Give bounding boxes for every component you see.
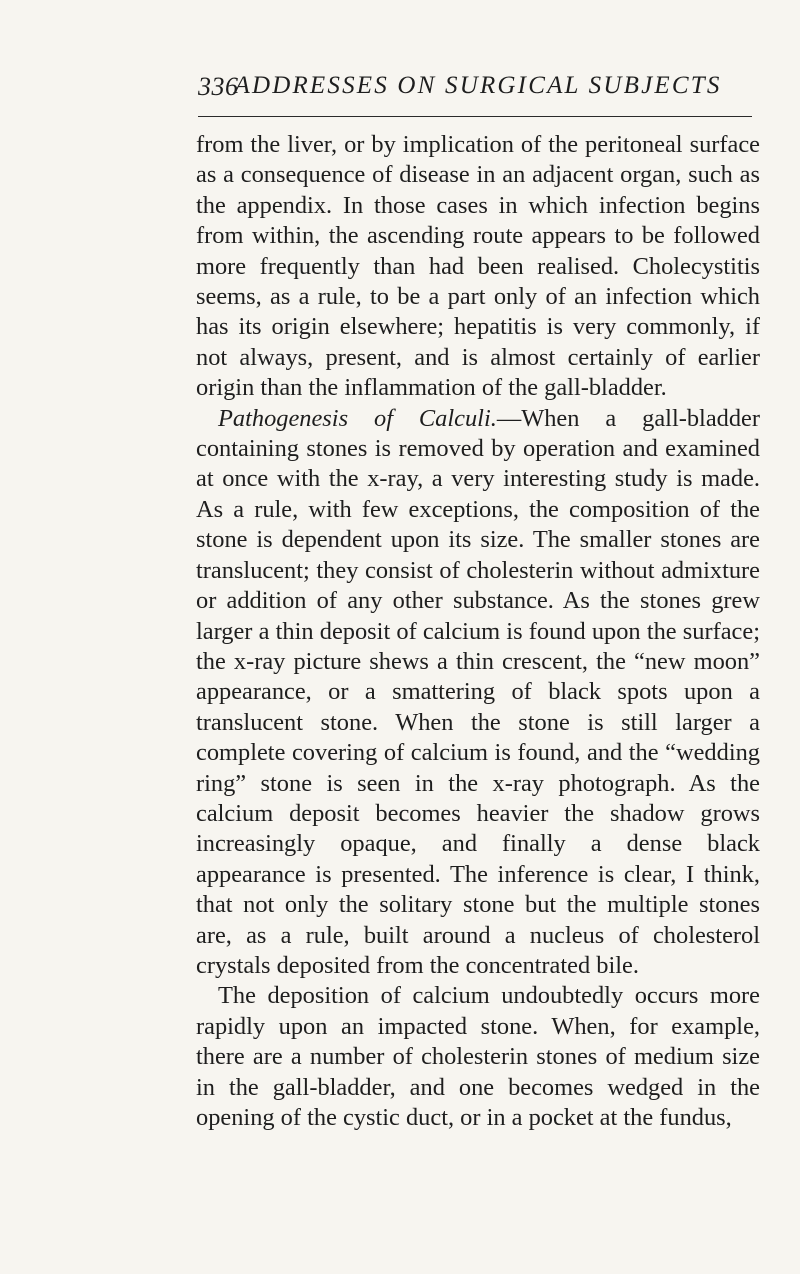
section-heading: Pathogenesis of Calculi.: [218, 404, 497, 432]
paragraph-1: from the liver, or by implication of the peritoneal surface as a consequence of disease in an adjacent organ, such as the appendix. In those cases in which infection begins from within, the ascending route appears to be followed more frequently than had been realised. Cholecystitis seems, as a rule, to be a part only of an infection which has its origin elsewhere; hepatitis is very commonly, if not always, present, and is almost certainly of earlier origin than the inflammation of the gall-bladder.: [196, 131, 760, 402]
body-text: [196, 130, 760, 1133]
header-rule: [198, 116, 752, 117]
paragraph-2: [196, 404, 760, 982]
paragraph-2-text: —When a gall-bladder containing stones is removed by operation and examined at once with the x-ray, a very interesting study is made. As a rule, with few exceptions, the composition of the stone is dependent upon its size. The smaller stones are translucent; they consist of cholesterin without admixture or addition of any other substance. As the stones grew larger a thin deposit of calcium is found upon the surface; the x-ray picture shews a thin crescent, the “new moon” appearance, or a smattering of black spots upon a translucent stone. When the stone is still larger a complete covering of calcium is found, and the “wedding ring” stone is seen in the x-ray photograph. As the calcium deposit becomes heavier the shadow grows increasingly opaque, and finally a dense black appearance is presented. The inference is clear, I think, that not only the solitary stone but the multiple stones are, as a rule, built around a nucleus of cholesterol crystals deposited from the concentrated bile.: [196, 404, 760, 979]
page-number: 336: [198, 72, 239, 101]
paragraph-3: The deposition of calcium undoubtedly occurs more rapidly upon an impacted stone. When, for example, there are a number of cholesterin stones of medium size in the gall-bladder, and one becomes wedged in the opening of the cystic duct, or in a pocket at the fundus,: [196, 982, 760, 1131]
running-title: ADDRESSES ON SURGICAL SUBJECTS: [234, 72, 722, 99]
page-header: [198, 72, 754, 112]
